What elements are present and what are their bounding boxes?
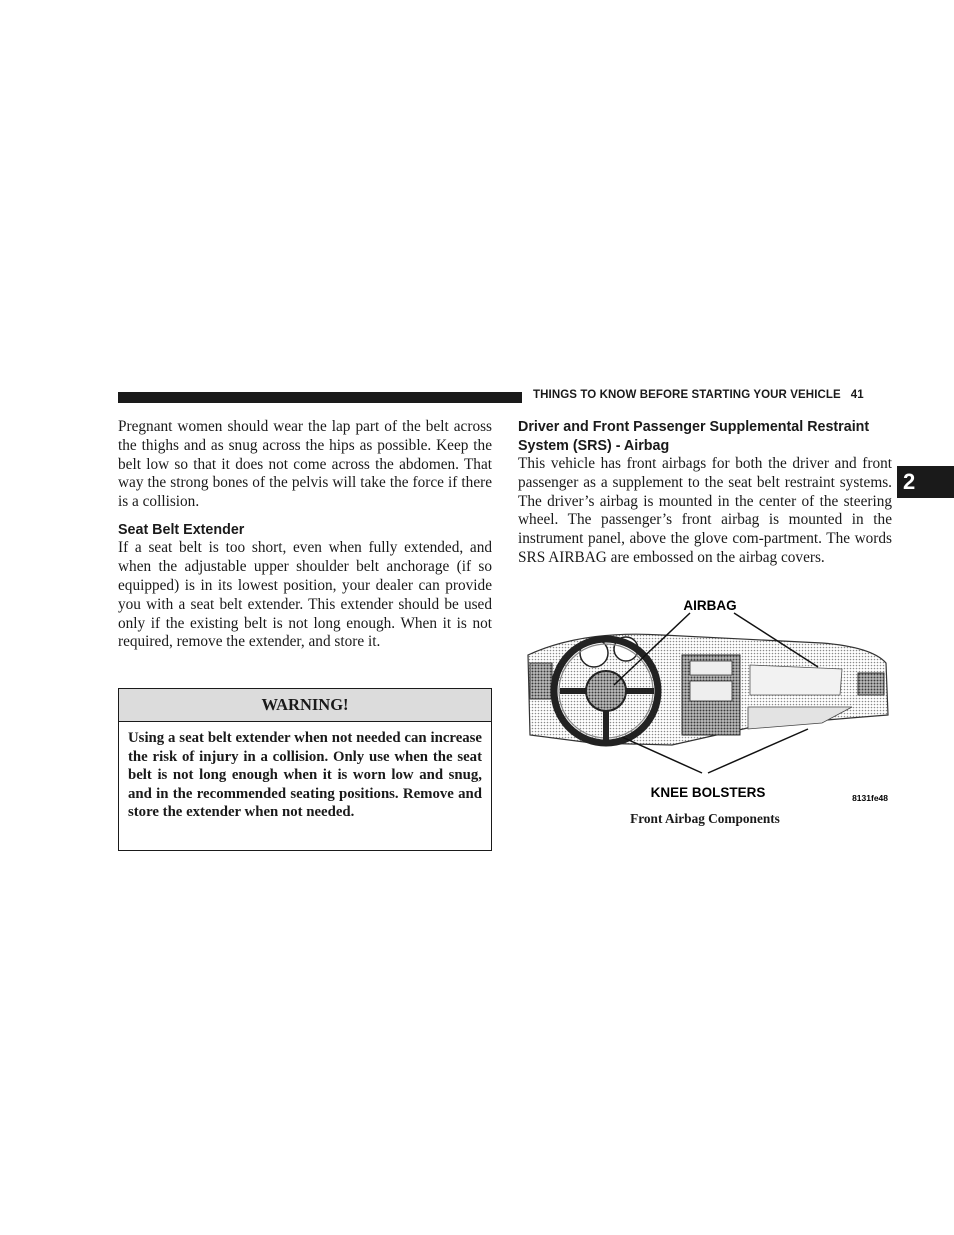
chapter-tab: 2 (897, 466, 954, 498)
right-column (518, 418, 892, 568)
left-vent (530, 663, 552, 699)
figure-code: 8131fe48 (852, 793, 888, 803)
knee-leader-line-right (708, 729, 808, 773)
srs-airbag-paragraph: This vehicle has front airbags for both the driver and front passenger as a supplement to the seat belt restraint systems. The driver’s airbag is mounted in the center of the steering wheel. The passenger’s front airbag is mounted in the instrument panel, above the glove com-partment. The words SRS AIRBAG are embossed on the airbag covers. (518, 455, 892, 566)
figure-caption: Front Airbag Components (630, 811, 780, 826)
warning-box (118, 688, 492, 851)
running-header (533, 389, 864, 401)
right-vent (858, 673, 884, 695)
seat-belt-extender-paragraph: If a seat belt is too short, even when fully extended, and when the adjustable upper shoulder belt anchorage (if so equipped) is in its lowest position, your dealer can provide you with a seat belt extender. This extender should be used only if the existing belt is not long enough. When it is not required, remove the extender, and store it. (118, 539, 492, 651)
passenger-airbag-panel (750, 665, 842, 695)
dashboard-illustration (522, 595, 892, 807)
page-number: 41 (850, 389, 864, 401)
knee-bolsters-label: KNEE BOLSTERS (650, 785, 766, 800)
warning-title: WARNING! (119, 689, 491, 722)
airbag-components-figure (522, 595, 892, 807)
pregnancy-paragraph: Pregnant women should wear the lap part of the belt across the thighs and as snug across the hips as possible. Keep the belt low so that it does not come across the abdomen. That way the strong bones of the pelvis will take the force if there is a collision. (118, 418, 492, 511)
steering-hub (586, 671, 626, 711)
srs-airbag-heading: Driver and Front Passenger Supplemental Restraint System (SRS) - Airbag (518, 419, 870, 454)
header-rule (118, 392, 522, 403)
warning-body: Using a seat belt extender when not needed can increase the risk of injury in a collision. Only use when the seat belt is not long enough when it is worn low and snug, and in the recommended seating positions. Remove and store the extender when not needed. (128, 730, 482, 821)
airbag-label: AIRBAG (683, 598, 737, 613)
header-section-title: THINGS TO KNOW BEFORE STARTING YOUR VEHICLE (533, 389, 841, 401)
seat-belt-extender-heading: Seat Belt Extender (118, 521, 245, 538)
left-column (118, 418, 492, 652)
